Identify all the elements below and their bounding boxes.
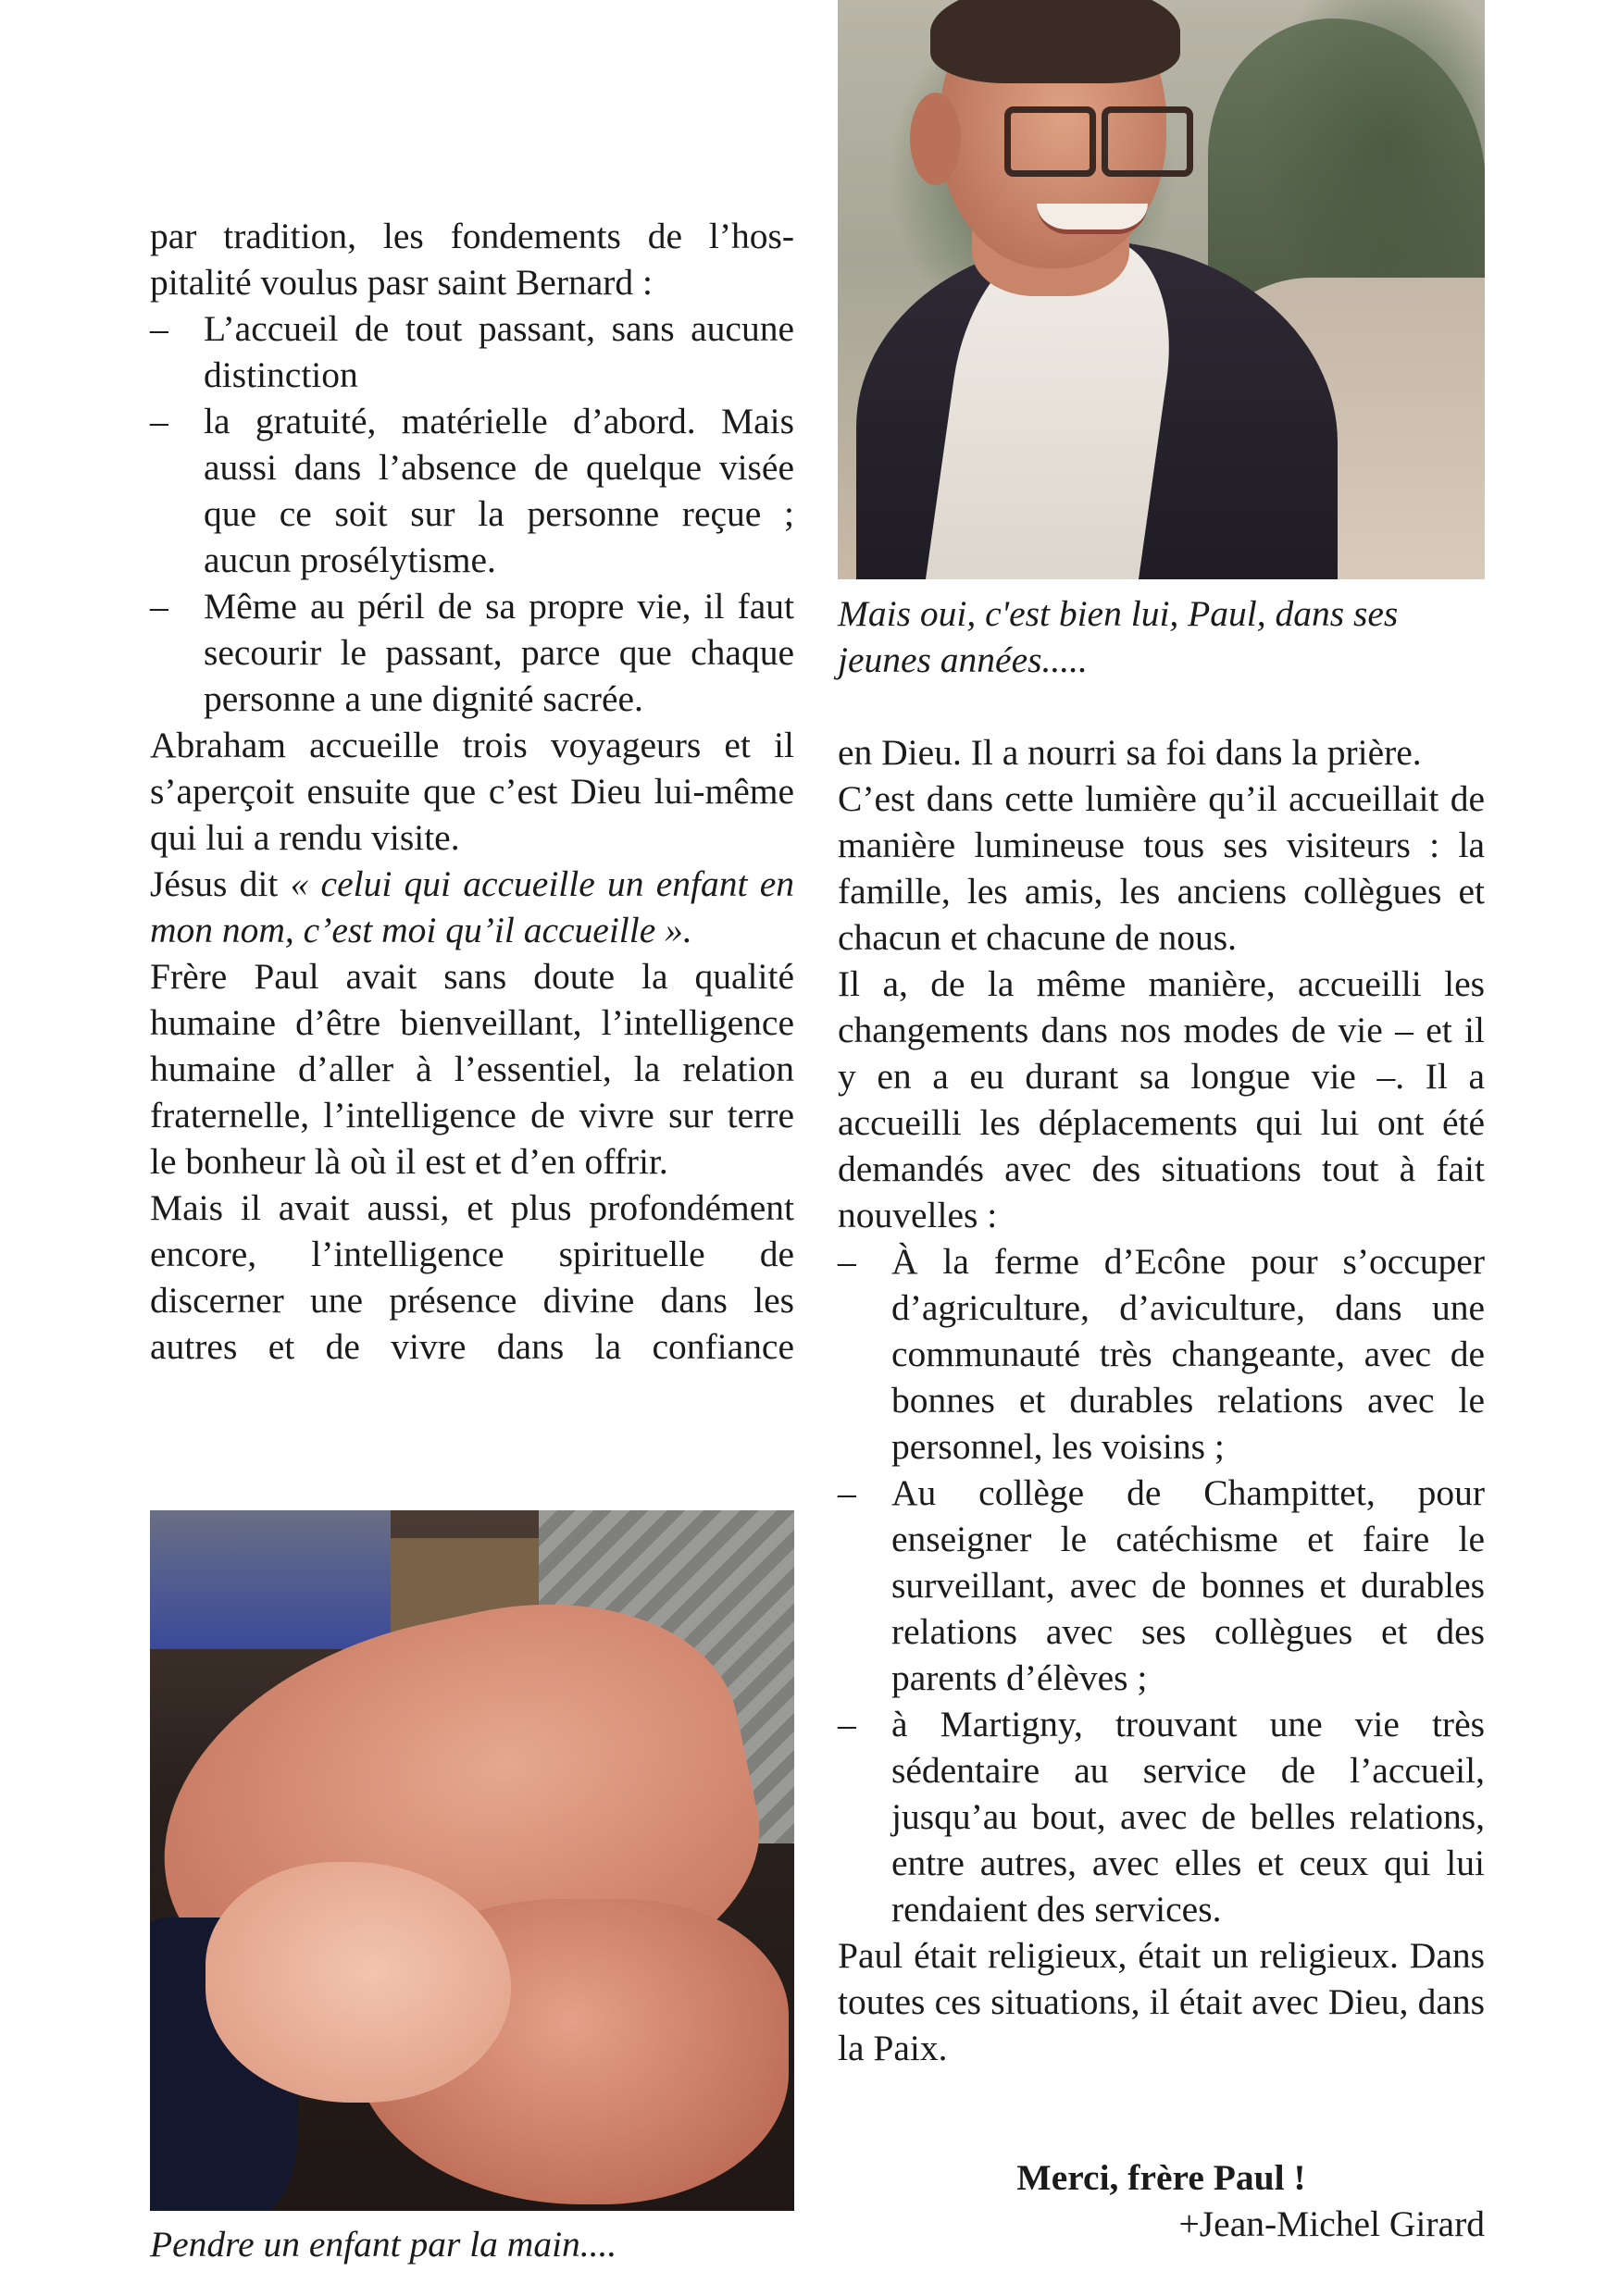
paragraph-spiritual: Mais il avait aussi, et plus profondément encore, l’intelligence spirituelle de discerner une présence divine dans les autres et de vivre dans la confiance	[150, 1187, 794, 1367]
photo-smile	[1037, 204, 1148, 234]
paragraph-frere-paul: Frère Paul avait sans doute la qualité humaine d’être bienveillant, l’intelligence humaine d’aller à l’essentiel, la relation fraternelle, l’intelligence de vivre sur terre le bonheur là où il est et d’en offrir.	[150, 956, 794, 1182]
right-column	[838, 729, 1485, 2071]
list-item: – à Martigny, trouvant une vie très sédentaire au service de l’accueil, jusqu’au bout, avec de belles relations, entre autres, avec elles et ceux qui lui rendaient des services.	[838, 1701, 1485, 1932]
hospitality-list	[150, 305, 794, 722]
quote-lead: Jésus dit	[150, 863, 291, 904]
left-column	[150, 213, 794, 1370]
list-item: – Au collège de Champittet, pour enseigner le catéchisme et faire le surveillant, avec de bonnes et durables relations avec ses collègues et des parents d’élèves ;	[838, 1470, 1485, 1701]
paragraph-abraham: Abraham accueille trois voyageurs et il s’aperçoit ensuite que c’est Dieu lui-même qui lui a rendu visite.	[150, 725, 794, 858]
portrait-photo	[838, 0, 1485, 579]
list-item: – Même au péril de sa propre vie, il faut secourir le passant, parce que chaque personne a une dignité sacrée.	[150, 583, 794, 722]
list-item: – la gratuité, matérielle d’abord. Mais aussi dans l’absence de quelque visée que ce soit sur la personne reçue ; aucun prosélytisme.	[150, 398, 794, 583]
paragraph-faith: en Dieu. Il a nourri sa foi dans la prière.	[838, 732, 1422, 773]
list-item: – L’accueil de tout passant, sans aucune distinction	[150, 305, 794, 398]
author-signature: +Jean-Michel Girard	[1178, 2203, 1485, 2244]
places-list	[838, 1238, 1485, 1932]
quote-text: « celui qui accueille un enfant en mon nom, c’est moi qu’il accueille ».	[150, 863, 794, 950]
paragraph-changes: Il a, de la même manière, accueilli les changements dans nos modes de vie – et il y en a eu durant sa longue vie –. Il a accueilli les déplacements qui lui ont été demandés avec des situations tout à fait nouvelles :	[838, 963, 1485, 1235]
paragraph-light: C’est dans cette lumière qu’il accueillait de manière lumineuse tous ses visiteurs : la famille, les amis, les anciens collègues et chacun et chacune de nous.	[838, 778, 1485, 958]
photo-blue-box	[150, 1510, 391, 1649]
paragraph-religious: Paul était religieux, était un religieux. Dans toutes ces situations, il était avec Dieu, dans la Paix.	[838, 1935, 1485, 2068]
portrait-caption: Mais oui, c'est bien lui, Paul, dans ses jeunes années.....	[838, 593, 1399, 680]
paragraph-jesus-quote	[150, 861, 794, 953]
hands-caption: Pendre un enfant par la main....	[150, 2224, 617, 2265]
list-item: – À la ferme d’Ecône pour s’occuper d’agriculture, d’aviculture, dans une communauté très changeante, avec de bonnes et durables relations avec le personnel, les voisins ;	[838, 1238, 1485, 1470]
photo-glasses-left	[1004, 106, 1096, 177]
hands-photo	[150, 1510, 794, 2211]
photo-hair	[930, 0, 1180, 83]
photo-ear	[910, 93, 961, 185]
paragraph-hospitality-intro: par tradition, les fondements de l’hospitalité voulus pasr saint Bernard :	[150, 216, 794, 303]
closing-thanks: Merci, frère Paul !	[1016, 2157, 1306, 2198]
photo-glasses-right	[1102, 106, 1193, 177]
